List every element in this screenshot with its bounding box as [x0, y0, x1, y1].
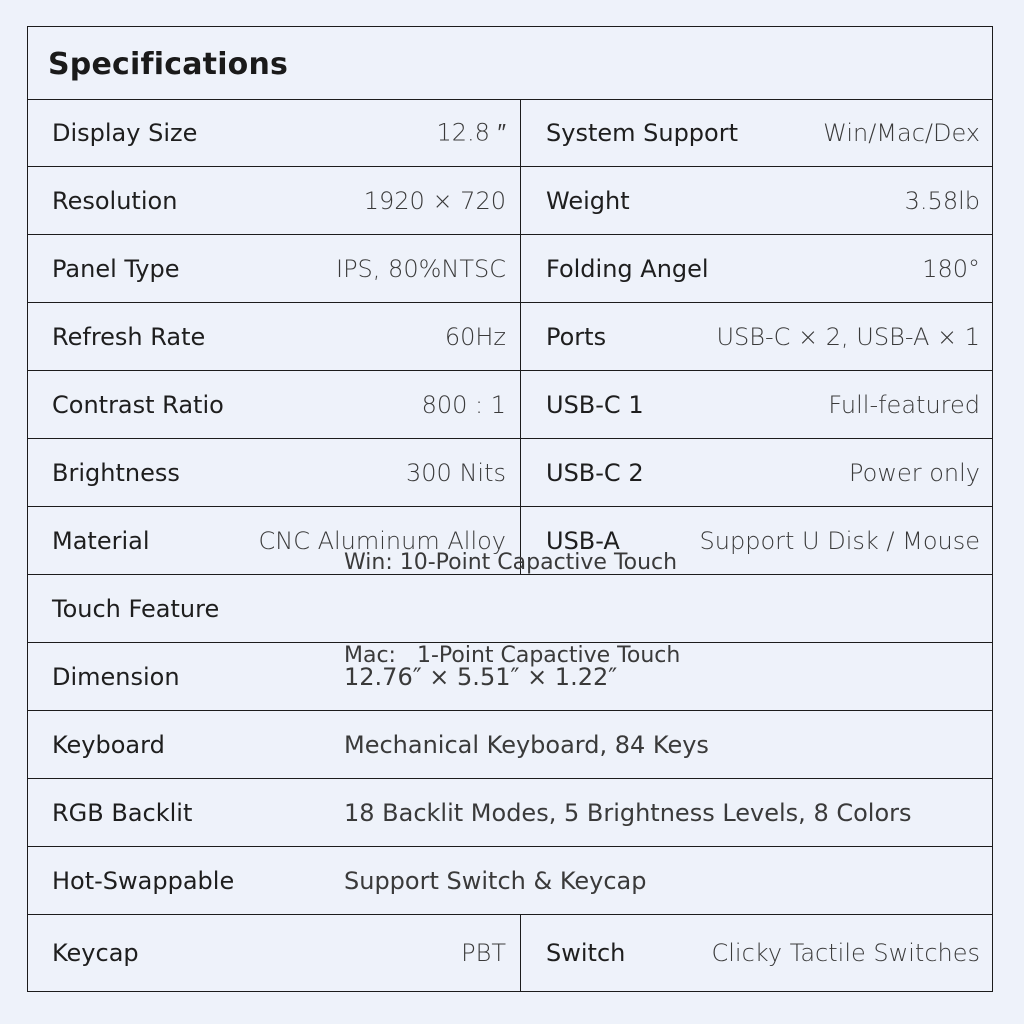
spec-label: Brightness: [52, 458, 180, 487]
column-divider: [520, 167, 521, 234]
column-divider: [520, 235, 521, 302]
spec-value: 180°: [922, 254, 980, 283]
spec-row-keyboard: [28, 711, 992, 779]
spec-label: Hot-Swappable: [52, 866, 235, 895]
spec-label: RGB Backlit: [52, 798, 193, 827]
spec-value: 12.8 ″: [436, 118, 506, 146]
spec-value: 18 Backlit Modes, 5 Brightness Levels, 8 Colors: [344, 798, 912, 827]
spec-value: Clicky Tactile Switches: [711, 939, 980, 967]
spec-value: 800 : 1: [421, 390, 506, 419]
spec-label: USB-C 1: [546, 390, 644, 419]
spec-value: Support Switch & Keycap: [344, 866, 647, 895]
spec-row-hot-swappable: [28, 847, 992, 915]
spec-row-resolution: [28, 167, 992, 235]
spec-label: Display Size: [52, 118, 198, 147]
spec-label: Ports: [546, 322, 607, 351]
spec-label: Switch: [546, 939, 626, 967]
spec-label: USB-A: [546, 526, 620, 555]
title-row: [28, 27, 992, 100]
spec-label: Contrast Ratio: [52, 390, 224, 419]
spec-value: Power only: [849, 458, 980, 487]
spec-value: Full-featured: [828, 390, 980, 419]
spec-value: 300 Nits: [406, 458, 506, 487]
spec-value: Support U Disk / Mouse: [699, 526, 980, 555]
spec-value: Mechanical Keyboard, 84 Keys: [344, 730, 709, 759]
spec-value: 60Hz: [444, 322, 506, 351]
touch-line-mac: Mac: 1-Point Capactive Touch: [344, 642, 681, 668]
spec-value: Win/Mac/Dex: [823, 118, 980, 147]
touch-line-win: Win: 10-Point Capactive Touch: [344, 549, 678, 575]
spec-label: Weight: [546, 186, 630, 215]
column-divider: [520, 915, 521, 991]
spec-value: 3.58lb: [904, 186, 980, 215]
spec-value: 1920 × 720: [363, 186, 506, 215]
spec-label: Keyboard: [52, 730, 165, 759]
spec-label: Refresh Rate: [52, 322, 206, 351]
specifications-table: [27, 26, 993, 992]
spec-value: CNC Aluminum Alloy: [258, 526, 506, 555]
column-divider: [520, 303, 521, 370]
spec-label: System Support: [546, 118, 738, 147]
spec-value: IPS, 80%NTSC: [336, 254, 506, 283]
spec-label: Resolution: [52, 186, 178, 215]
spec-label: USB-C 2: [546, 458, 644, 487]
column-divider: [520, 99, 521, 166]
spec-value: PBT: [461, 939, 506, 967]
spec-row-refresh-rate: [28, 303, 992, 371]
spec-value: 12.76″ × 5.51″ × 1.22″: [344, 662, 618, 691]
spec-row-keycap: [28, 915, 992, 991]
spec-label: Dimension: [52, 662, 180, 691]
spec-row-contrast-ratio: [28, 371, 992, 439]
page-title: Specifications: [48, 47, 289, 82]
spec-row-dimension: [28, 643, 992, 711]
spec-label: Panel Type: [52, 254, 180, 283]
spec-label: Folding Angel: [546, 254, 709, 283]
spec-label: Material: [52, 526, 150, 555]
spec-row-panel-type: [28, 235, 992, 303]
spec-row-touch-feature: [28, 549, 992, 668]
spec-row-rgb-backlit: [28, 779, 992, 847]
column-divider: [520, 371, 521, 438]
spec-row-display-size: [28, 99, 992, 167]
spec-label: Keycap: [52, 939, 139, 967]
spec-label: Touch Feature: [52, 594, 220, 623]
spec-value: USB-C × 2, USB-A × 1: [716, 322, 980, 351]
